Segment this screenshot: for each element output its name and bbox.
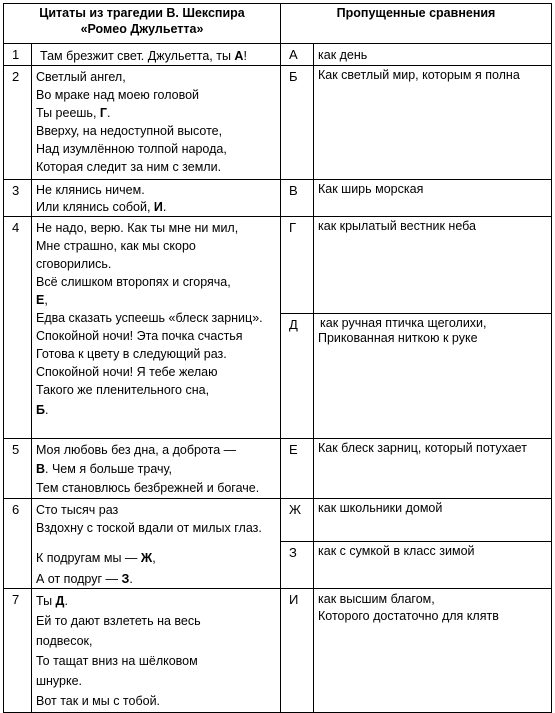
quote-line: Едва сказать успеешь «блеск зарниц».	[36, 311, 263, 325]
quotes-header	[4, 4, 281, 44]
answer-letter: И	[281, 589, 314, 713]
quote-line: Спокойной ночи! Эта почка счастья	[36, 329, 243, 343]
answer-letter: Г	[281, 217, 314, 314]
table-row	[4, 439, 552, 499]
row-number: 7	[4, 589, 32, 713]
quote-line: Над изумлённою толпой народа,	[36, 142, 227, 156]
quote-line: Или клянись собой, И.	[36, 200, 167, 214]
quote-line: Ей то дают взлететь на весь	[36, 614, 201, 628]
comparisons-header: Пропущенные сравнения	[281, 4, 552, 44]
quote-line: подвесок,	[36, 634, 93, 648]
quotes-header-line-1: Цитаты из трагедии В. Шекспира	[39, 6, 245, 20]
quote-line: Светлый ангел,	[36, 70, 126, 84]
quote-line: Вот так и мы с тобой.	[36, 694, 161, 708]
quote-line: Ты Д.	[36, 594, 68, 608]
row-number: 4	[4, 217, 32, 439]
quote-line: Мне страшно, как мы скоро	[36, 239, 196, 253]
row-number: 5	[4, 439, 32, 499]
quote-line: Там брезжит свет. Джульетта, ты А!	[40, 49, 247, 63]
quote-line: То тащат вниз на шёлковом	[36, 654, 198, 668]
answer-letter: Д	[281, 314, 314, 439]
table-row	[4, 44, 552, 66]
quote-line: Такого же пленительного сна,	[36, 383, 210, 397]
answer-letter: Б	[281, 66, 314, 180]
quote-cell	[32, 217, 281, 439]
quote-cell	[32, 44, 281, 66]
quote-line: Не клянись ничем.	[36, 183, 145, 197]
quote-line: Ты реешь, Г.	[36, 106, 111, 120]
quote-line: Спокойной ночи! Я тебе желаю	[36, 365, 218, 379]
quote-line: Которая следит за ним с земли.	[36, 160, 222, 174]
row-number: 6	[4, 499, 32, 589]
quote-line: К подругам мы — Ж,	[36, 551, 156, 565]
answer-cell: как школьники домой	[314, 499, 552, 542]
table-row	[4, 217, 552, 314]
answer-cell: как день	[314, 44, 552, 66]
quote-line: Всё слишком второпях и сгоряча,	[36, 275, 231, 289]
table-row	[4, 180, 552, 217]
answer-letter: А	[281, 44, 314, 66]
answer-letter: З	[281, 541, 314, 588]
table-row	[4, 66, 552, 180]
answer-cell: как с сумкой в класс зимой	[314, 541, 552, 588]
answer-letter: В	[281, 180, 314, 217]
row-number: 2	[4, 66, 32, 180]
quotes-header-line-2: «Ромео Джульетта»	[80, 21, 204, 36]
quote-line: Тем становлюсь безбрежней и богаче.	[36, 481, 260, 495]
table-row	[4, 499, 552, 542]
row-number: 1	[4, 44, 32, 66]
quote-line: Е,	[36, 293, 48, 307]
answer-letter: Ж	[281, 499, 314, 542]
answer-cell: Как ширь морская	[314, 180, 552, 217]
comparison-table	[3, 3, 552, 713]
quote-line: А от подруг — З.	[36, 572, 133, 586]
quote-line: сговорились.	[36, 257, 112, 271]
quote-line: Моя любовь без дна, а доброта —	[36, 443, 237, 457]
answer-cell: Как светлый мир, которым я полна	[314, 66, 552, 180]
quote-cell	[32, 499, 281, 589]
quote-line: Б.	[36, 403, 49, 417]
quote-cell	[32, 439, 281, 499]
quote-line: Сто тысяч раз	[36, 503, 119, 517]
answer-letter: Е	[281, 439, 314, 499]
row-number: 3	[4, 180, 32, 217]
quote-line: Не надо, верю. Как ты мне ни мил,	[36, 221, 239, 235]
answer-cell: как высшим благом, Которого достаточно для клятв	[314, 589, 552, 713]
header-row	[4, 4, 552, 44]
quote-line: Вздохну с тоской вдали от милых глаз.	[36, 521, 262, 535]
quote-cell	[32, 180, 281, 217]
quote-line: Вверху, на недоступной высоте,	[36, 124, 223, 138]
answer-cell: Как блеск зарниц, который потухает	[314, 439, 552, 499]
answer-cell: как ручная птичка щеголихи, Прикованная ниткою к руке	[314, 314, 552, 439]
quote-line: Готова к цвету в следующий раз.	[36, 347, 227, 361]
answer-cell: как крылатый вестник неба	[314, 217, 552, 314]
quote-line: шнурке.	[36, 674, 83, 688]
quote-cell	[32, 589, 281, 713]
quote-line: В. Чем я больше трачу,	[36, 462, 173, 476]
table-row	[4, 589, 552, 713]
quote-line: Во мраке над моею головой	[36, 88, 200, 102]
quote-cell	[32, 66, 281, 180]
